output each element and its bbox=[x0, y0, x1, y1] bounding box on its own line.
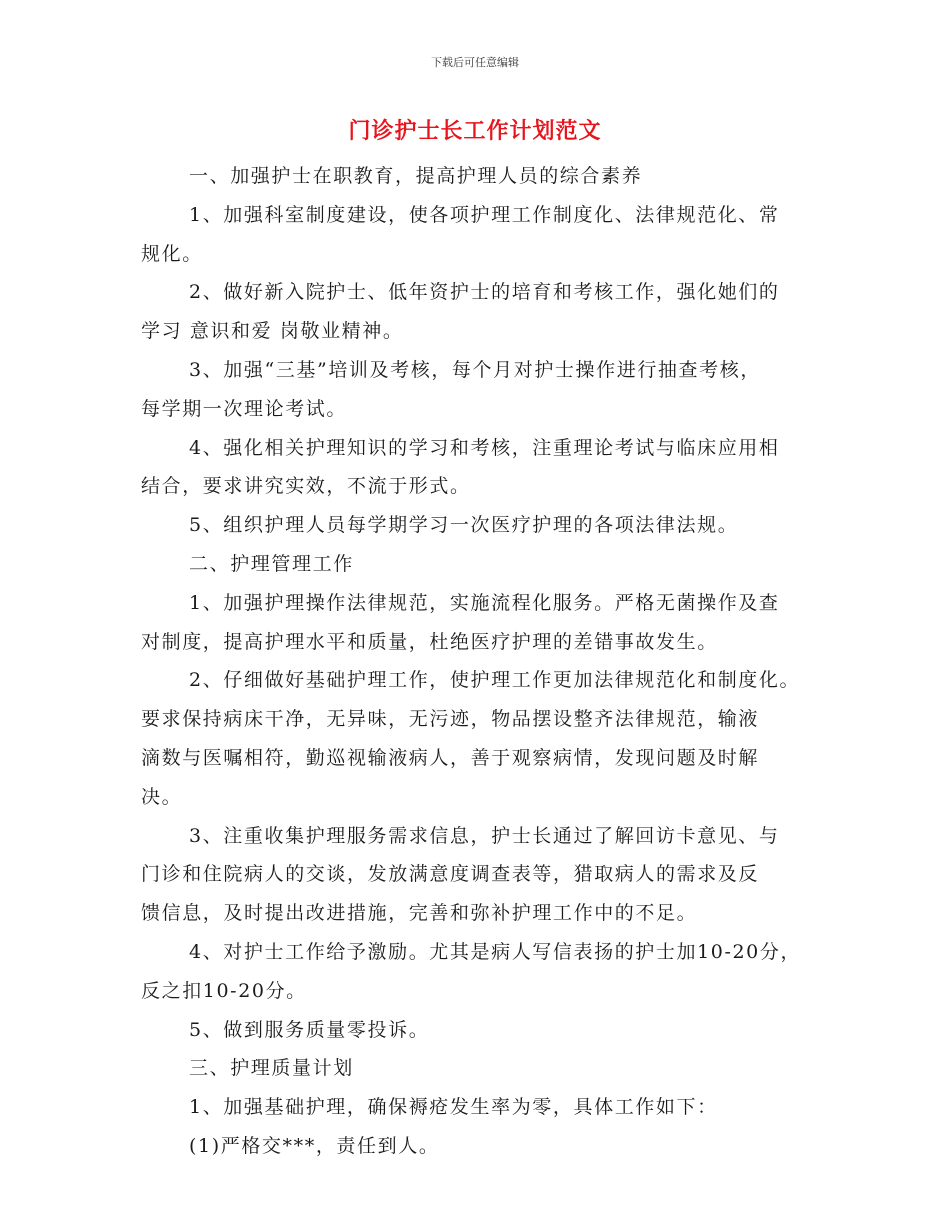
paragraph-line: 4、对护士工作给予激励。尤其是病人写信表扬的护士加10-20分， bbox=[189, 940, 802, 963]
paragraph-line: 3、加强“三基”培训及考核，每个月对护士操作进行抽查考核， bbox=[189, 358, 761, 381]
paragraph-line: 反之扣10-20分。 bbox=[141, 979, 307, 1002]
paragraph-line: 对制度，提高护理水平和质量，杜绝医疗护理的差错事故发生。 bbox=[141, 630, 718, 653]
paragraph-line: 门诊和住院病人的交谈，发放满意度调查表等，猎取病人的需求及反 bbox=[141, 863, 760, 886]
paragraph-line: 2、做好新入院护士、低年资护士的培育和考核工作，强化她们的 bbox=[189, 281, 780, 304]
paragraph-line: 1、加强科室制度建设，使各项护理工作制度化、法律规范化、常 bbox=[189, 203, 780, 226]
document-body bbox=[141, 157, 813, 1166]
paragraph-line: 馈信息，及时提出改进措施，完善和弥补护理工作中的不足。 bbox=[141, 902, 698, 925]
paragraph-line: 规化。 bbox=[141, 242, 203, 265]
paragraph-line: 5、组织护理人员每学期学习一次医疗护理的各项法律法规。 bbox=[189, 514, 739, 537]
paragraph-line: (1)严格交***，责任到人。 bbox=[189, 1134, 440, 1157]
paragraph-line: 3、注重收集护理服务需求信息，护士长通过了解回访卡意见、与 bbox=[189, 824, 780, 847]
paragraph-line: 滴数与医嘱相符，勤巡视输液病人，善于观察病情，发现问题及时解 bbox=[141, 746, 760, 769]
paragraph-line: 4、强化相关护理知识的学习和考核，注重理论考试与临床应用相 bbox=[189, 436, 780, 459]
paragraph-line: 1、加强护理操作法律规范，实施流程化服务。严格无菌操作及查 bbox=[189, 591, 780, 614]
paragraph-line: 结合，要求讲究实效，不流于形式。 bbox=[141, 475, 471, 498]
paragraph-line: 每学期一次理论考试。 bbox=[141, 397, 348, 420]
paragraph-line: 要求保持病床干净，无异味，无污迹，物品摆设整齐法律规范，输液 bbox=[141, 708, 760, 731]
paragraph-line: 三、护理质量计划 bbox=[189, 1057, 354, 1080]
paragraph-line: 5、做到服务质量零投诉。 bbox=[189, 1018, 430, 1041]
paragraph-line: 2、仔细做好基础护理工作，使护理工作更加法律规范化和制度化。 bbox=[189, 669, 801, 692]
paragraph-line: 决。 bbox=[141, 785, 183, 808]
paragraph-line: 二、护理管理工作 bbox=[189, 552, 354, 575]
paragraph-line: 一、加强护士在职教育，提高护理人员的综合素养 bbox=[189, 165, 643, 187]
header-note: 下载后可任意编辑 bbox=[431, 56, 519, 69]
paragraph-line: 1、加强基础护理，确保褥疮发生率为零，具体工作如下： bbox=[189, 1096, 718, 1119]
paragraph-line: 学习 意识和爱 岗敬业精神。 bbox=[141, 320, 404, 343]
document-title: 门诊护士长工作计划范文 bbox=[348, 119, 602, 144]
